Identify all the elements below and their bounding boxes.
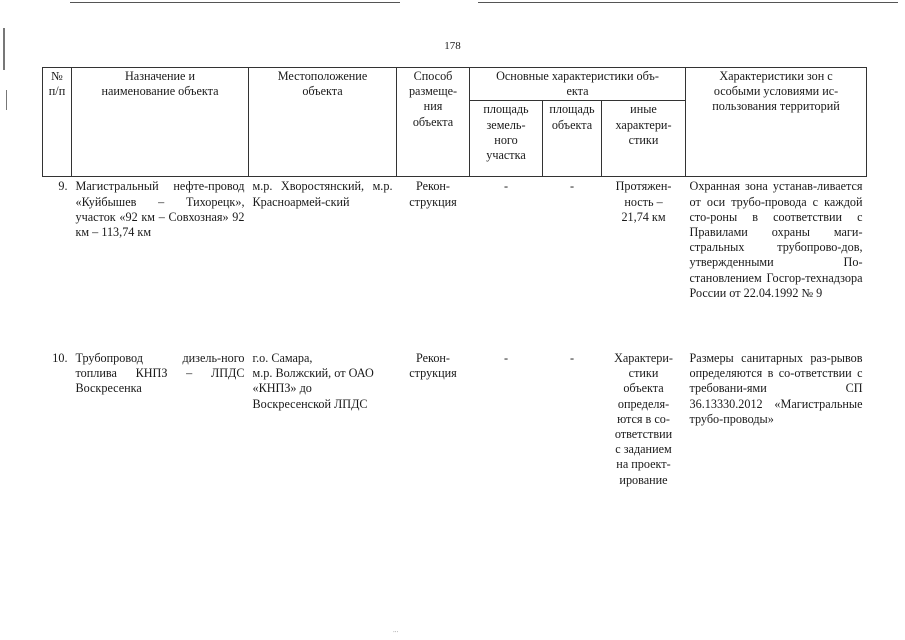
table-row: [43, 349, 867, 490]
row-land-area: -: [503, 350, 509, 365]
row-location: м.р. Хворостянский, м.р. Красноармей-ский: [252, 179, 393, 209]
header-main-chars: Основные характеристики объ- екта: [470, 68, 686, 101]
header-other: иные характери- стики: [602, 101, 686, 177]
row-other: Характери- стики объекта определя- ются в со- ответствии с заданием на проект- ирование: [614, 350, 673, 487]
scan-top-line-left: [70, 2, 400, 3]
row-other: Протяжен- ность – 21,74 км: [615, 179, 672, 224]
header-object-area: площадь объекта: [543, 101, 602, 177]
row-zone: Охранная зона устанав-ливается от оси трубо-провода с каждой сто-роны в соответствии с Правилами охраны маги-стральных трубопрово-дов, утвержденными По-становлением Госгор-технадзора России от 22.04.1992 № 9: [689, 179, 863, 300]
row-location: г.о. Самара, м.р. Волжский, от ОАО «КНПЗ» до Воскресенской ЛПДС: [252, 350, 374, 411]
header-method: Способ размеще- ния объекта: [397, 68, 470, 177]
header-location: Местоположение объекта: [249, 68, 397, 177]
header-zone-chars: Характеристики зон с особыми условиями ис- пользования территорий: [686, 68, 867, 177]
row-num: 10.: [52, 350, 68, 365]
row-num: 9.: [58, 179, 68, 194]
table-row: [43, 177, 867, 349]
header-num: № п/п: [43, 68, 72, 177]
row-name: Трубопровод дизель-ного топлива КНПЗ – ЛПДС Воскресенка: [75, 350, 245, 396]
objects-table: [42, 67, 867, 490]
page-number: 178: [444, 40, 461, 52]
row-object-area: -: [569, 350, 575, 365]
row-name: Магистральный нефте-провод «Куйбышев – Тихорецк», участок «92 км – Совхозная» 92 км – 113,74 км: [75, 179, 245, 240]
row-land-area: -: [503, 179, 509, 194]
scan-edge-mark: [6, 90, 7, 110]
scan-speck: ∙∙∙: [393, 628, 399, 636]
header-name: Назначение и наименование объекта: [72, 68, 249, 177]
row-zone: Размеры санитарных раз-рывов определяются в со-ответствии с требовани-ями СП 36.13330.2012 «Магистральные трубо-проводы»: [689, 350, 863, 426]
row-object-area: -: [569, 179, 575, 194]
scan-top-line-right: [478, 2, 898, 3]
row-method: Рекон- струкция: [409, 350, 457, 381]
row-method: Рекон- струкция: [409, 179, 457, 209]
header-land-area: площадь земель- ного участка: [470, 101, 543, 177]
